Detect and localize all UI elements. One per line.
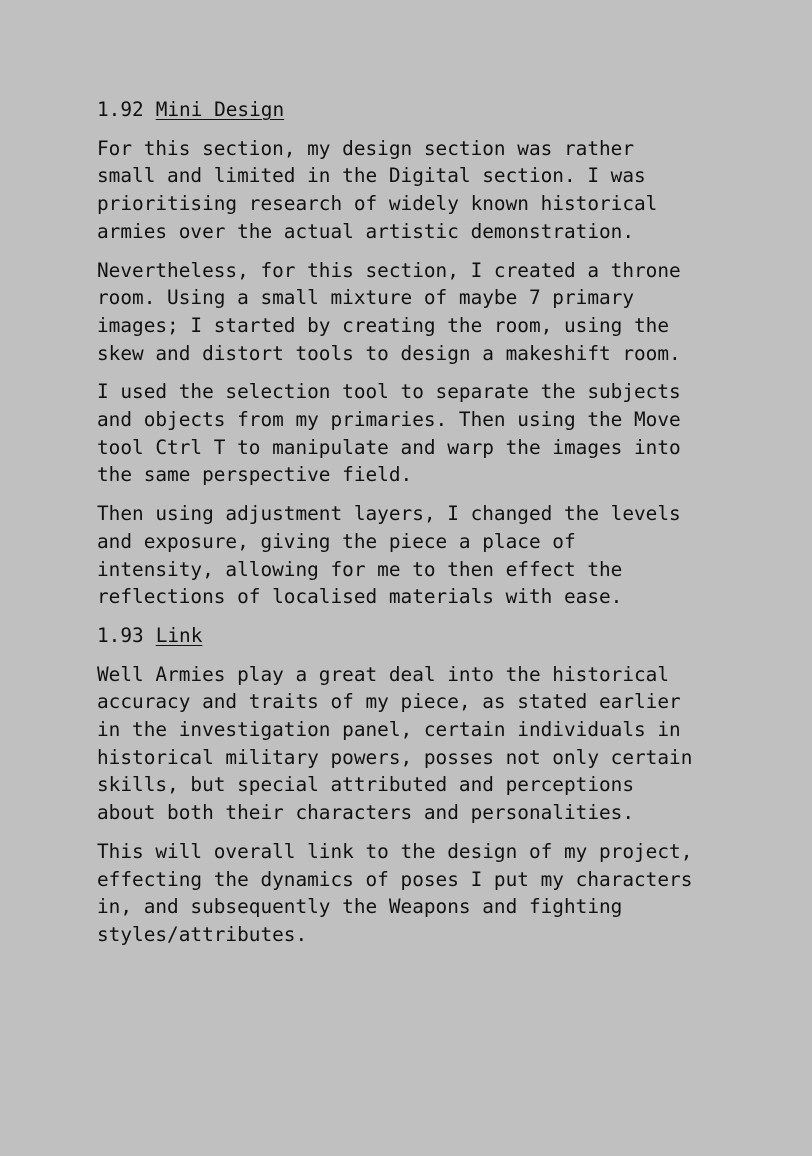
section-mini-design — [97, 96, 787, 611]
text-line: For this section, my design section was rather — [97, 136, 635, 160]
section-link — [97, 622, 787, 949]
text-line: styles/attributes. — [97, 922, 308, 946]
text-line: armies over the actual artistic demonstration. — [97, 219, 635, 243]
text-line: reflections of localised materials with ease. — [97, 585, 623, 609]
paragraph — [97, 257, 787, 368]
text-line: room. Using a small mixture of maybe 7 primary — [97, 286, 635, 310]
text-line: small and limited in the Digital section. I was — [97, 164, 646, 188]
text-line: accuracy and traits of my piece, as stated earlier — [97, 690, 681, 714]
section-heading — [97, 96, 787, 124]
text-line: about both their characters and personalities. — [97, 801, 635, 825]
section-heading — [97, 622, 787, 650]
text-line: and objects from my primaries. Then using the Move — [97, 408, 681, 432]
paragraph — [97, 661, 787, 827]
text-line: I used the selection tool to separate the subjects — [97, 380, 681, 404]
paragraph — [97, 500, 787, 611]
section-number: 1.92 — [97, 98, 144, 121]
text-line: Nevertheless, for this section, I created a throne — [97, 258, 681, 282]
text-line: skills, but special attributed and perceptions — [97, 773, 635, 797]
text-line: images; I started by creating the room, using the — [97, 313, 670, 337]
text-line: This will overall link to the design of my project, — [97, 839, 693, 863]
paragraph — [97, 378, 787, 489]
text-line: intensity, allowing for me to then effect the — [97, 557, 623, 581]
text-line: Then using adjustment layers, I changed the levels — [97, 502, 681, 526]
text-line: historical military powers, posses not only certain — [97, 745, 693, 769]
section-number: 1.93 — [97, 623, 144, 647]
text-line: and exposure, giving the piece a place of — [97, 529, 576, 553]
section-title: Link — [155, 623, 203, 647]
text-line: prioritising research of widely known historical — [97, 192, 658, 216]
text-line: in, and subsequently the Weapons and fighting — [97, 895, 623, 919]
document-page — [97, 96, 787, 960]
text-line: Well Armies play a great deal into the historical — [97, 662, 670, 686]
paragraph — [97, 838, 787, 949]
text-line: effecting the dynamics of poses I put my characters — [97, 867, 693, 891]
section-title: Mini Design — [155, 98, 285, 121]
text-line: skew and distort tools to design a makeshift room. — [97, 341, 681, 365]
text-line: in the investigation panel, certain individuals in — [97, 718, 681, 742]
paragraph — [97, 135, 787, 246]
text-line: the same perspective field. — [97, 463, 413, 487]
text-line: tool Ctrl T to manipulate and warp the images into — [97, 435, 681, 459]
